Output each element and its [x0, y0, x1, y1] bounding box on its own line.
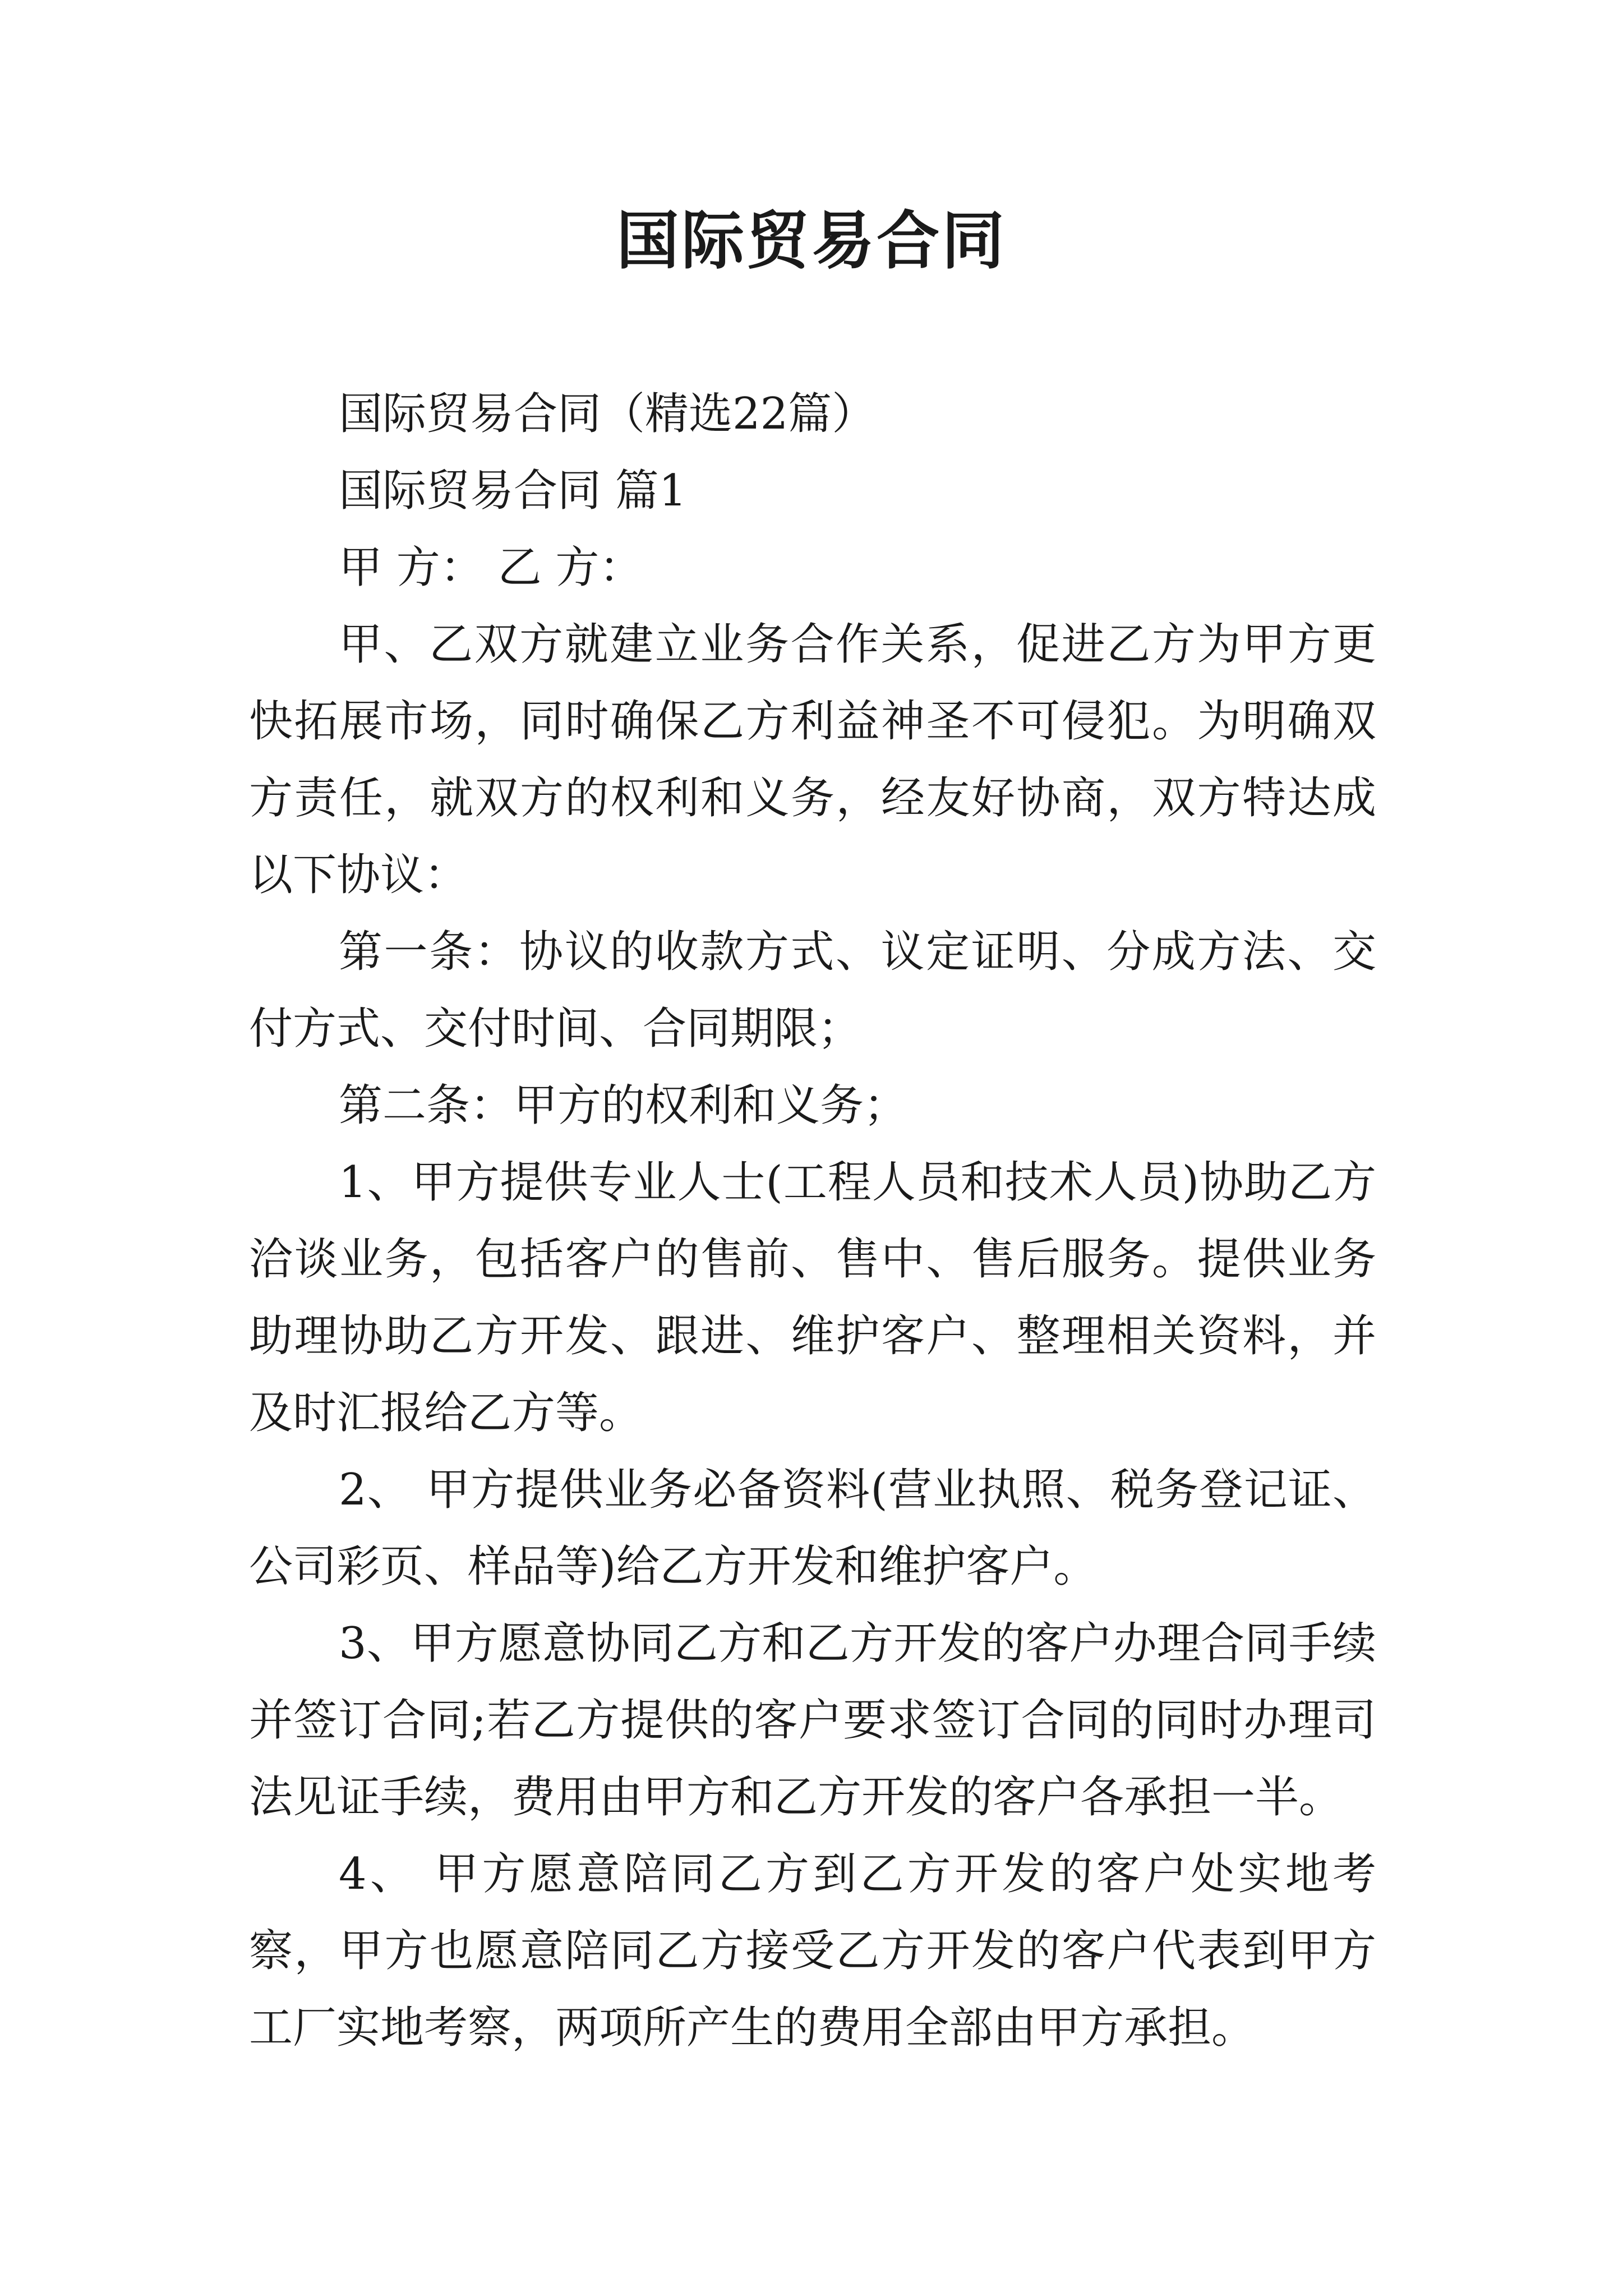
- parties-line: 甲 方： 乙 方：: [339, 542, 643, 593]
- preamble-paragraph: 甲、乙双方就建立业务合作关系，促进乙方为甲方更快拓展市场，同时确保乙方利益神圣不可侵犯。为明确双方责任，就双方的权利和义务，经友好协商，双方特达成以下协议：: [249, 619, 1376, 900]
- clause-3-paragraph: 3、甲方愿意协同乙方和乙方开发的客户办理合同手续并签订合同;若乙方提供的客户要求签订合同的同时办理司法见证手续，费用由甲方和乙方开发的客户各承担一半。: [249, 1618, 1376, 1823]
- article-1-paragraph: 第一条：协议的收款方式、议定证明、分成方法、交付方式、交付时间、合同期限；: [249, 927, 1376, 1054]
- clause-2-paragraph: 2、 甲方提供业务必备资料(营业执照、税务登记证、公司彩页、样品等)给乙方开发和维护客户。: [249, 1465, 1376, 1592]
- document-body: [249, 376, 1376, 2067]
- subtitle-paragraph: 国际贸易合同（精选22篇）: [339, 389, 876, 439]
- section-heading: 国际贸易合同 篇1: [339, 466, 687, 516]
- document-title: 国际贸易合同: [616, 204, 1007, 278]
- clause-1-paragraph: 1、甲方提供专业人士(工程人员和技术人员)协助乙方洽谈业务，包括客户的售前、售中、售后服务。提供业务助理协助乙方开发、跟进、维护客户、整理相关资料，并及时汇报给乙方等。: [249, 1157, 1376, 1438]
- article-2-paragraph: 第二条：甲方的权利和义务；: [339, 1080, 908, 1131]
- clause-4-paragraph: 4、 甲方愿意陪同乙方到乙方开发的客户处实地考察，甲方也愿意陪同乙方接受乙方开发的客户代表到甲方工厂实地考察，两项所产生的费用全部由甲方承担。: [249, 1849, 1376, 2053]
